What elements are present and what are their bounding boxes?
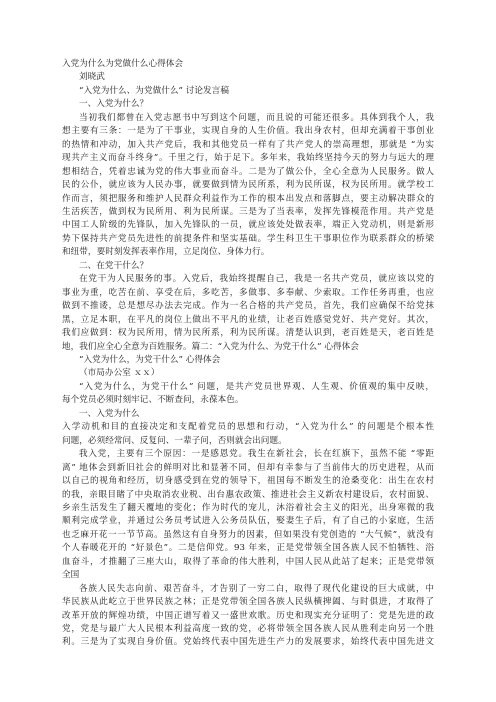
text-line: 一、入党为什么？ [79, 99, 149, 110]
text-line: 也乏麻开花一一节节高。虽然这有自身努力的因素，但如果没有党创造的 “大气候”，就没有 [62, 529, 434, 540]
text-line: 华民族从此屹立于世界民族之林；正是党带领全国各族人民纵横捭阖、与时俱进，才取得了 [62, 597, 434, 608]
text-line: 利。三是为了实现自身价值。党始终代表中国先进生产力的发展要求，始终代表中国先进文 [62, 637, 434, 648]
text-line: 我入党，主要有三个原因：一是感恩党。我生在新社会，长在红旗下，虽然不能 “零距 [79, 449, 434, 460]
text-line: 在党干为人民服务的事。入党后，我始终提醒自己，我是一名共产党员，就应该以党的 [79, 274, 434, 285]
text-line: 改革开放的辉煌功绩，中国正谱写着又一盛世欢歌。历史和现实充分证明了：党是先进的政 [62, 610, 434, 621]
document-title: 入党为什么为党做什么心得体会 [62, 59, 184, 69]
text-line: 离” 地体会到新旧社会的鲜明对比和显著不同，但却有幸参与了当前伟大的历史进程，从而 [62, 462, 434, 473]
text-line: 事业为重，吃苦在前、享受在后，多吃苦，多做事、多奉献、少索取。工作任务再重，也应 [62, 287, 434, 298]
text-line: 党，党是与最广大人民根本利益高度一致的党，必将带领全国各族人民从胜利走向另一个胜 [62, 624, 434, 635]
text-line: 和纽带，要时刻发挥表率作用，立足岗位、身体力行。 [62, 247, 270, 258]
text-line: 的热情和冲动，加入共产党后，我和其他党员一样有了共产党人的崇高理想，那就是 “为实 [62, 139, 434, 150]
text-line: 顺利完成学业，并通过公务员考试进入公务员队伍，娶妻生子后，有了自己的小家庭，生活 [62, 516, 434, 527]
text-line: 一、入党为什么 [79, 408, 140, 419]
text-line: 当初我们都曾在入党志愿书中写到这个问题，而且说的可能还很多。具体到我个人，我 [79, 112, 434, 123]
text-line: “入党为什么、为党做什么” 讨论发言稿 [79, 85, 229, 96]
text-line: 个人春暖花开的 “好景色”。二是信仰党。93 年来，正是党带领全国各族人民不怕牺牲、浴 [62, 543, 434, 554]
text-line: 血奋斗，才推翻了三座大山，取得了革命的伟大胜利，中国人民从此站了起来；正是党带领 [62, 556, 434, 567]
text-line: 的我，亲眼目睹了中央取消农业税、出台惠农政策、推进社会主义新农村建设后，农村面貌、 [62, 489, 434, 500]
text-line: 想相结合，凭着忠诚为党的伟大事业而奋斗。二是为了做公仆，全心全意为人民服务。做人 [62, 166, 434, 177]
text-line: 生活疾苦，做到权为民所用、利为民所谋。三是为了当表率，发挥先锋模范作用。共产党是 [62, 206, 434, 217]
text-line: 作而言，须把服务和维护人民群众利益作为工作的根本出发点和落脚点，要主动解决群众的 [62, 193, 434, 204]
text-line: 势下保持共产党员先进性的前提条件和坚实基础。学生科卫生干事职位作为联系群众的桥梁 [62, 233, 434, 244]
text-line: 民的公仆，就应该为人民办事，就要做到情为民所系，利为民所谋，权为民所用。就学校工 [62, 180, 434, 191]
text-line: 每个党员必须时刻牢记、不断查问，永葆本色。 [62, 395, 244, 406]
text-line: 地，我们应全心全意为百姓服务。篇二：“入党为什么、为党干什么” 心得体会 [62, 341, 359, 352]
document-author: 刘晓武 [79, 72, 105, 83]
text-line: 我们应做到：权为民所用，情为民所系，利为民所谋。清楚认识到，老百姓是天，老百姓是 [62, 328, 434, 339]
text-line: 入学动机和目的直接决定和支配着党员的思想和行动，“入党为什么” 的问题是个根本性 [62, 422, 434, 433]
text-line: 中国工人阶级的先锋队，加入先锋队的一员，就应该处处做表率，端正入党动机，则是新形 [62, 220, 434, 231]
text-line: 黑，立足本职，在平凡的岗位上做出不平凡的业绩，让老百姓感觉党好、共产党好。其次， [62, 314, 434, 325]
text-line: 全国 [62, 570, 80, 581]
text-line: 以自己的视角和经历，切身感受到在党的领导下，祖国每不断发生的沧桑变化：出生在农村 [62, 476, 434, 487]
text-line: 想主要有三条：一是为了干事业，实现自身的人生价值。我出身农村，但却充满着干事创业 [62, 126, 434, 137]
text-line: 乡亲生活发生了翻天覆地的变化；作为时代的宠儿，沐浴着社会主义的阳光，出身寒微的我 [62, 502, 434, 513]
text-line: 二、在党干什么？ [79, 260, 149, 271]
document-body [62, 85, 434, 650]
text-line: （市局办公室 ｘｘ） [79, 368, 160, 379]
text-line: “入党为什么，为党干什么” 心得体会 [79, 354, 221, 365]
text-line: “入党为什么，为党干什么” 问题，是共产党员世界观、人生观、价值观的集中反映， [79, 381, 434, 392]
text-line: 问题，必须经常问、反复问、一辈子问，否则就会出问题。 [62, 435, 287, 446]
text-line: 现共产主义而奋斗终身”。千里之行，始于足下。多年来，我始终坚持今天的努力与远大的理 [62, 153, 434, 164]
text-line: 各族人民失志向前、艰苦奋斗，才告别了一穷二白，取得了现代化建设的巨大成就，中 [79, 583, 434, 594]
text-line: 做到不推诿，总是想尽办法去完成。作为一名合格的共产党员，首先，我们应确保不给党抹 [62, 301, 434, 312]
